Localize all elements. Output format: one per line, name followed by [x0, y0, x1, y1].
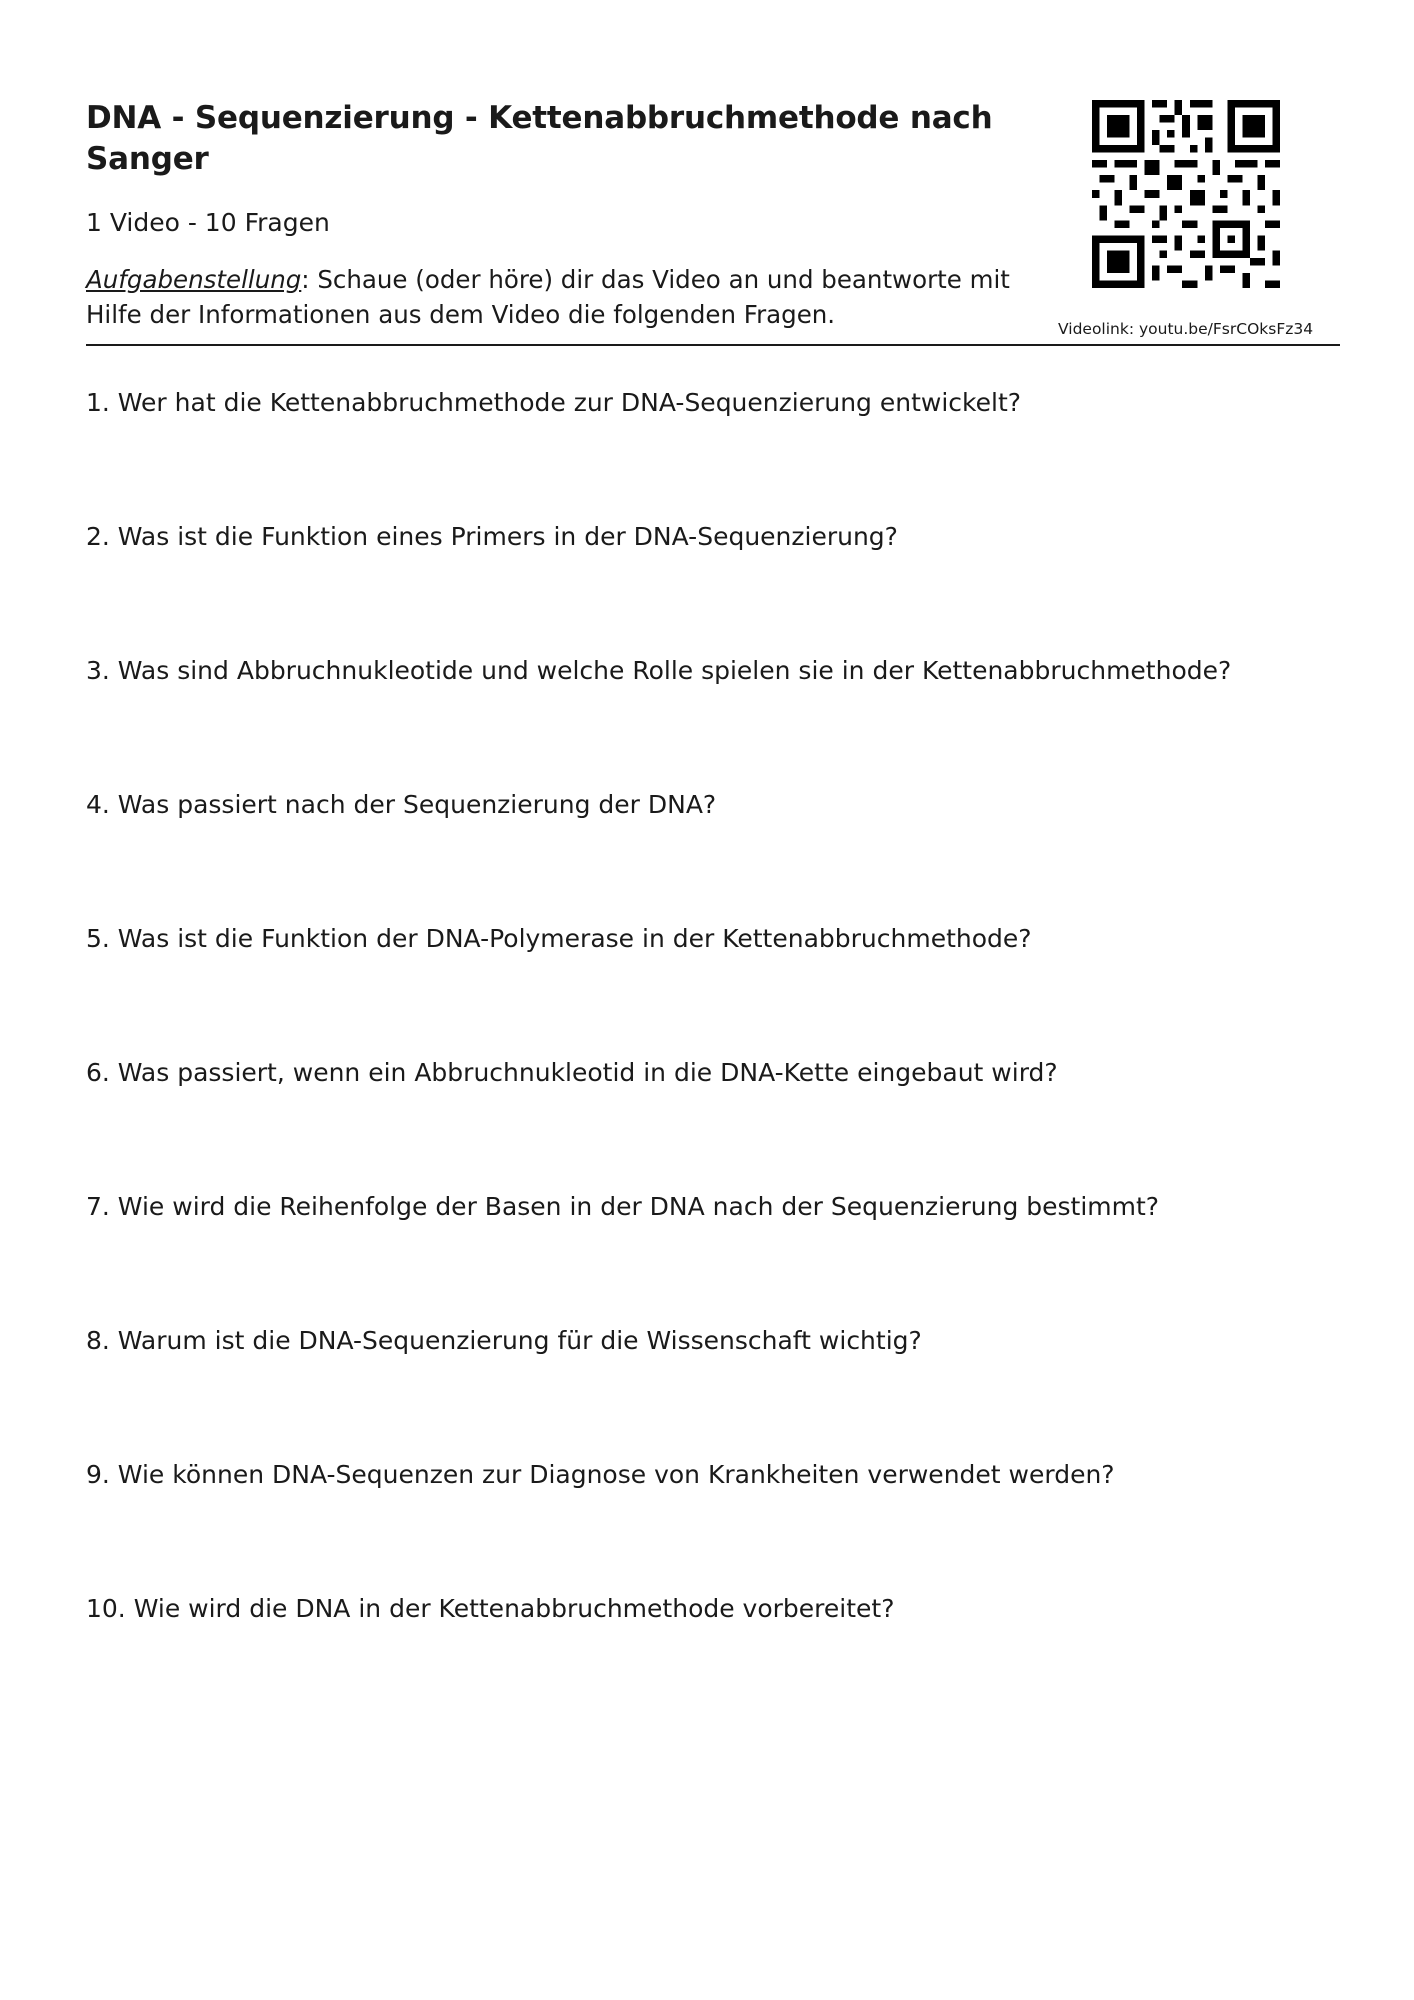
- question-item: 1. Wer hat die Kettenabbruchmethode zur DNA-Sequenzierung entwickelt?: [86, 388, 1022, 417]
- header-divider: [86, 344, 1340, 346]
- task-instructions: [86, 262, 1046, 332]
- question-item: 6. Was passiert, wenn ein Abbruchnukleotid in die DNA-Kette eingebaut wird?: [86, 1058, 1058, 1087]
- question-item: 3. Was sind Abbruchnukleotide und welche Rolle spielen sie in der Kettenabbruchmethode?: [86, 656, 1232, 685]
- question-item: 4. Was passiert nach der Sequenzierung der DNA?: [86, 790, 717, 819]
- qr-code-graphic: [1092, 100, 1280, 288]
- video-link[interactable]: Videolink: youtu.be/FsrCOksFz34: [1058, 320, 1314, 338]
- question-item: 9. Wie können DNA-Sequenzen zur Diagnose von Krankheiten verwendet werden?: [86, 1460, 1115, 1489]
- question-item: 5. Was ist die Funktion der DNA-Polymerase in der Kettenabbruchmethode?: [86, 924, 1032, 953]
- question-item: 2. Was ist die Funktion eines Primers in der DNA-Sequenzierung?: [86, 522, 898, 551]
- task-label: Aufgabenstellung: [86, 265, 302, 294]
- qr-code-icon[interactable]: [1092, 100, 1280, 288]
- question-item: 8. Warum ist die DNA-Sequenzierung für die Wissenschaft wichtig?: [86, 1326, 922, 1355]
- question-item: 7. Wie wird die Reihenfolge der Basen in der DNA nach der Sequenzierung bestimmt?: [86, 1192, 1160, 1221]
- task-text: : Schaue (oder höre) dir das Video an und beantworte mit Hilfe der Informationen aus dem Video die folgenden Fragen.: [86, 265, 1010, 329]
- worksheet-header: [86, 98, 1026, 332]
- question-item: 10. Wie wird die DNA in der Kettenabbruchmethode vorbereitet?: [86, 1594, 895, 1623]
- worksheet-subtitle: 1 Video - 10 Fragen: [86, 208, 330, 237]
- page-title: DNA - Sequenzierung - Kettenabbruchmethode nach Sanger: [86, 100, 993, 177]
- question-list: [86, 386, 1346, 1726]
